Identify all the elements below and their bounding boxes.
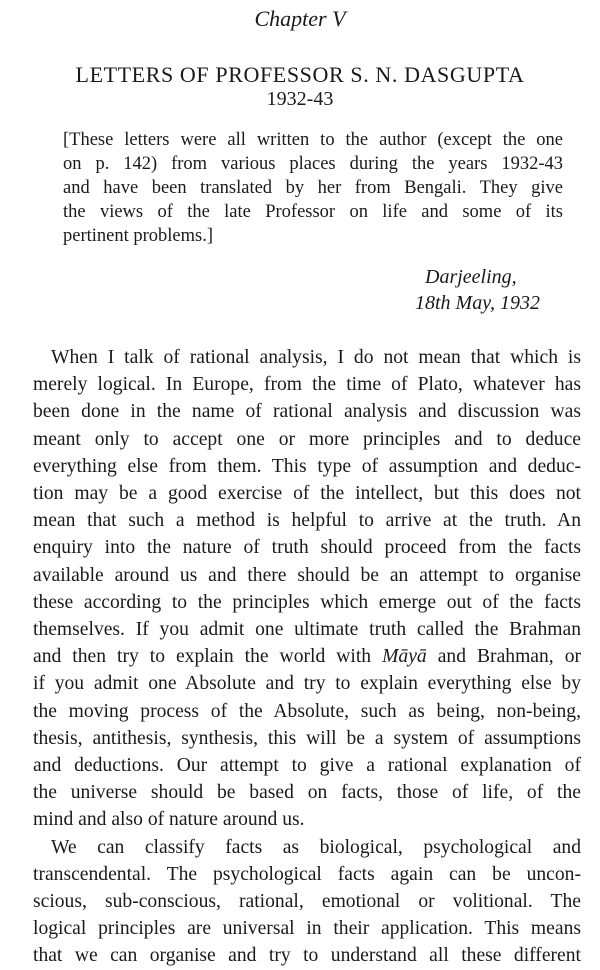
note-line: the views of the late Professor on life and some of its [63, 202, 563, 222]
body-line: transcendental. The psychological facts again can be uncon- [33, 863, 581, 885]
note-line: on p. 142) from various places during the years 1932-43 [63, 154, 563, 174]
body-line: tion may be a good exercise of the intellect, but this does not [33, 483, 581, 505]
body-line: thesis, antithesis, synthesis, this will be a system of assumptions [33, 727, 581, 749]
body-line: themselves. If you admit one ultimate truth called the Brahman [33, 619, 581, 641]
body-line: everything else from them. This type of assumption and deduc- [33, 455, 581, 477]
body-line: mean that such a method is helpful to arrive at the truth. An [33, 510, 581, 532]
body-line: and then try to explain the world with Māyā and Brahman, or [33, 646, 582, 668]
body-line: We can classify facts as biological, psychological and [51, 836, 581, 858]
body-line: and deductions. Our attempt to give a rational explanation of [33, 755, 581, 777]
body-line: been done in the name of rational analysis and discussion was [33, 401, 581, 423]
editorial-note [63, 128, 563, 248]
body-line: When I talk of rational analysis, I do not mean that which is [51, 347, 581, 368]
body-line: that we can organise and try to understand all these different [33, 945, 581, 967]
body-line: merely logical. In Europe, from the time of Plato, whatever has [33, 374, 581, 396]
body-line: mind and also of nature around us. [33, 809, 305, 831]
body-line: scious, sub-conscious, rational, emotional or volitional. The [33, 891, 581, 913]
chapter-heading: Chapter V [254, 6, 346, 31]
body-line: available around us and there should be an attempt to organise [33, 564, 581, 586]
body-line: the universe should be based on facts, those of life, of the [33, 782, 581, 804]
body-line: logical principles are universal in their application. This means [33, 918, 581, 940]
note-line: pertinent problems.] [63, 226, 214, 246]
letter-date: 18th May, 1932 [415, 292, 540, 314]
body-line: these according to the principles which emerge out of the facts [33, 591, 581, 613]
letter-body [33, 344, 581, 970]
body-line: the moving process of the Absolute, such as being, non-being, [33, 700, 581, 722]
body-line: enquiry into the nature of truth should proceed from the facts [33, 537, 581, 559]
page-title: LETTERS OF PROFESSOR S. N. DASGUPTA [75, 62, 525, 87]
body-line: if you admit one Absolute and try to explain everything else by [33, 673, 581, 695]
body-line: meant only to accept one or more principles and to deduce [33, 428, 581, 450]
note-line: [These letters were all written to the author (except the one [63, 130, 563, 150]
note-line: and have been translated by her from Bengali. They give [63, 178, 563, 198]
letter-place: Darjeeling, [425, 266, 517, 288]
year-range: 1932-43 [266, 88, 334, 110]
italic-term: Māyā [382, 646, 427, 668]
